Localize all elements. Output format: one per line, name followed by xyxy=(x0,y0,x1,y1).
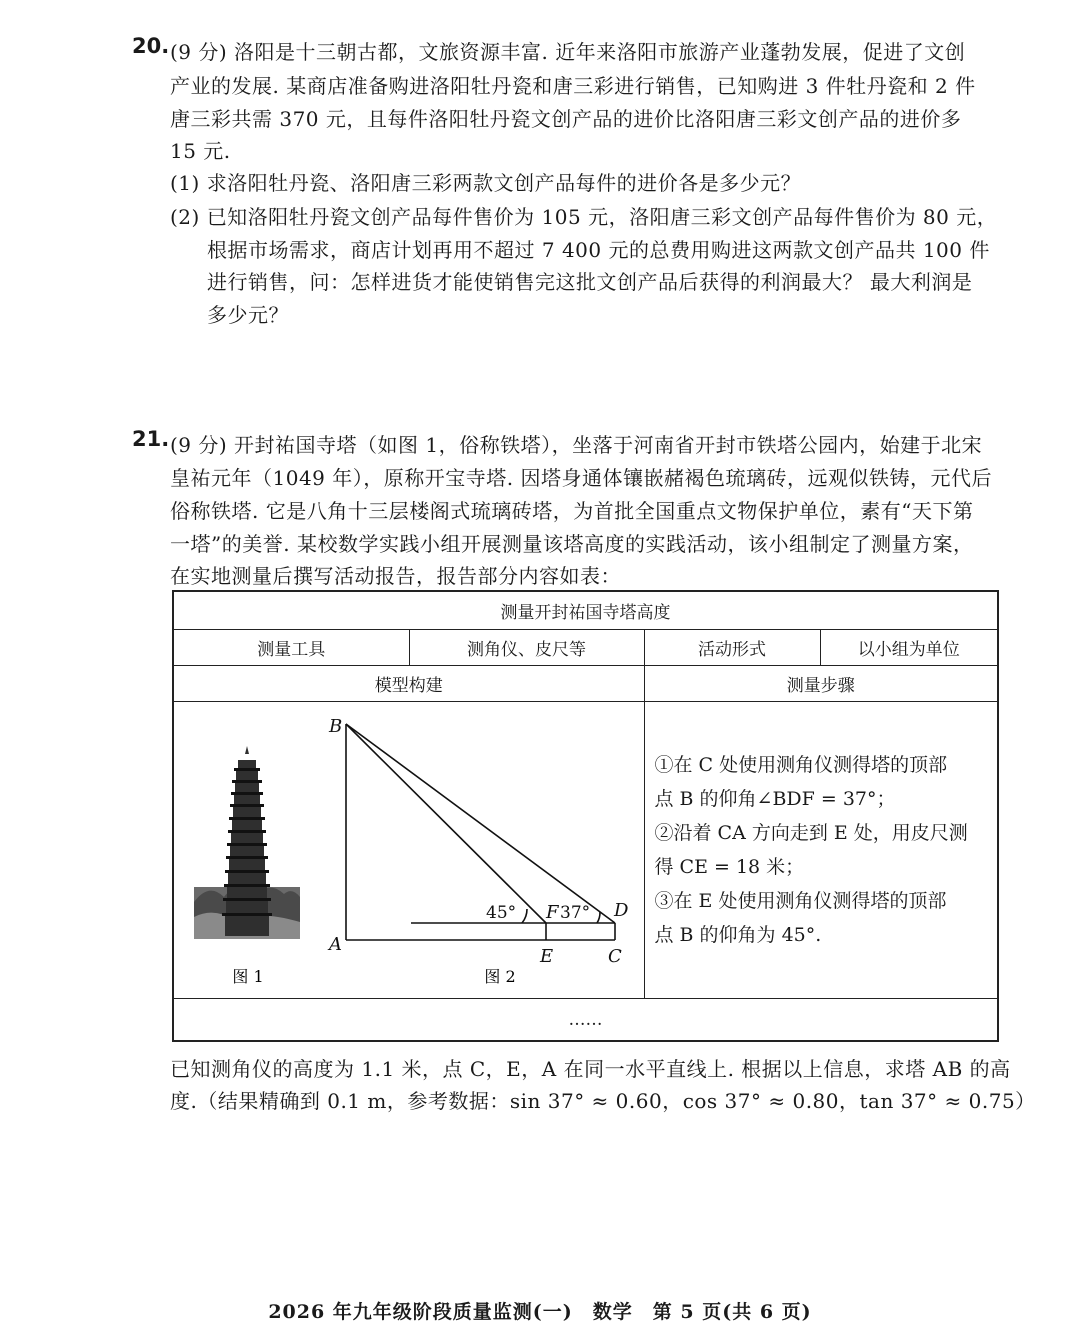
sub-question-2-line: (2) 已知洛阳牡丹瓷文创产品每件售价为 105 元，洛阳唐三彩文创产品每件售价为 80 元， xyxy=(170,205,998,229)
point-A-label: A xyxy=(329,933,342,955)
step-line: 点 B 的仰角为 45°. xyxy=(654,924,822,947)
angle-45-label: 45° xyxy=(486,902,517,923)
report-title: 测量开封祐国寺塔高度 xyxy=(173,591,998,629)
sub-question-2-line: 根据市场需求，商店计划再用不超过 7 400 元的总费用购进这两款文创产品共 100 件 xyxy=(207,238,990,262)
step-line: 得 CE = 18 米； xyxy=(654,856,805,879)
step-line: ①在 C 处使用测角仪测得塔的顶部 xyxy=(654,754,948,777)
angle-37-label: 37° xyxy=(560,902,591,923)
question-text-line: 在实地测量后撰写活动报告，报告部分内容如表： xyxy=(170,564,621,588)
question-number: 21. xyxy=(132,427,170,451)
activity-report-table xyxy=(172,590,999,1042)
tool-label: 测量工具 xyxy=(173,629,409,665)
sub-question-2-line: 多少元？ xyxy=(207,303,289,327)
fig2-caption: 图 2 xyxy=(484,966,516,986)
steps-header: 测量步骤 xyxy=(644,665,998,701)
table-ellipsis: …… xyxy=(173,999,998,1041)
step-line: 点 B 的仰角∠BDF = 37°； xyxy=(654,788,896,811)
point-F-label: F xyxy=(546,901,559,923)
fig1-caption: 图 1 xyxy=(232,966,264,986)
point-D-label: D xyxy=(614,899,629,921)
sub-question-1: (1) 求洛阳牡丹瓷、洛阳唐三彩两款文创产品每件的进价各是多少元？ xyxy=(170,171,802,195)
page-footer: 2026 年九年级阶段质量监测(一) 数学 第 5 页(共 6 页) xyxy=(268,1301,812,1323)
question-text-line: 15 元. xyxy=(170,139,231,163)
measurement-steps xyxy=(644,701,998,999)
figures-svg xyxy=(174,702,644,998)
form-value: 以小组为单位 xyxy=(820,629,998,665)
question-text-line: 一塔”的美誉. 某校数学实践小组开展测量该塔高度的实践活动，该小组制定了测量方案， xyxy=(170,532,974,556)
question-text-line: 唐三彩共需 370 元，且每件洛阳牡丹瓷文创产品的进价比洛阳唐三彩文创产品的进价多 xyxy=(170,107,962,131)
model-figures xyxy=(173,701,644,999)
step-line: ②沿着 CA 方向走到 E 处，用皮尺测 xyxy=(654,822,968,845)
pagoda-photo xyxy=(194,746,300,939)
question-text-line: 度.（结果精确到 0.1 m，参考数据：sin 37° ≈ 0.60，cos 37° ≈ 0.80，tan 37° ≈ 0.75） xyxy=(170,1089,1036,1113)
question-text-line: (9 分) 洛阳是十三朝古都，文旅资源丰富. 近年来洛阳市旅游产业蓬勃发展，促进了文创 xyxy=(170,40,966,64)
form-label: 活动形式 xyxy=(644,629,820,665)
question-number: 20. xyxy=(132,34,170,58)
question-text-line: 产业的发展. 某商店准备购进洛阳牡丹瓷和唐三彩进行销售，已知购进 3 件牡丹瓷和 2 件 xyxy=(170,74,976,98)
sub-question-2-line: 进行销售，问：怎样进货才能使销售完这批文创产品后获得的利润最大？ 最大利润是 xyxy=(207,270,973,294)
model-header: 模型构建 xyxy=(173,665,644,701)
question-text-line: 已知测角仪的高度为 1.1 米，点 C，E，A 在同一水平直线上. 根据以上信息，求塔 AB 的高 xyxy=(170,1057,1011,1081)
question-text-line: 皇祐元年（1049 年），原称开宝寺塔. 因塔身通体镶嵌赭褐色琉璃砖，远观似铁铸，元代后 xyxy=(170,466,992,490)
point-B-label: B xyxy=(329,715,343,737)
step-line: ③在 E 处使用测角仪测得塔的顶部 xyxy=(654,890,947,913)
question-text-line: 俗称铁塔. 它是八角十三层楼阁式琉璃砖塔，为首批全国重点文物保护单位，素有“天下第 xyxy=(170,499,974,523)
question-text-line: (9 分) 开封祐国寺塔（如图 1，俗称铁塔），坐落于河南省开封市铁塔公园内，始建于北宋 xyxy=(170,433,983,457)
tool-value: 测角仪、皮尺等 xyxy=(409,629,644,665)
point-C-label: C xyxy=(608,945,622,967)
point-E-label: E xyxy=(540,945,554,967)
